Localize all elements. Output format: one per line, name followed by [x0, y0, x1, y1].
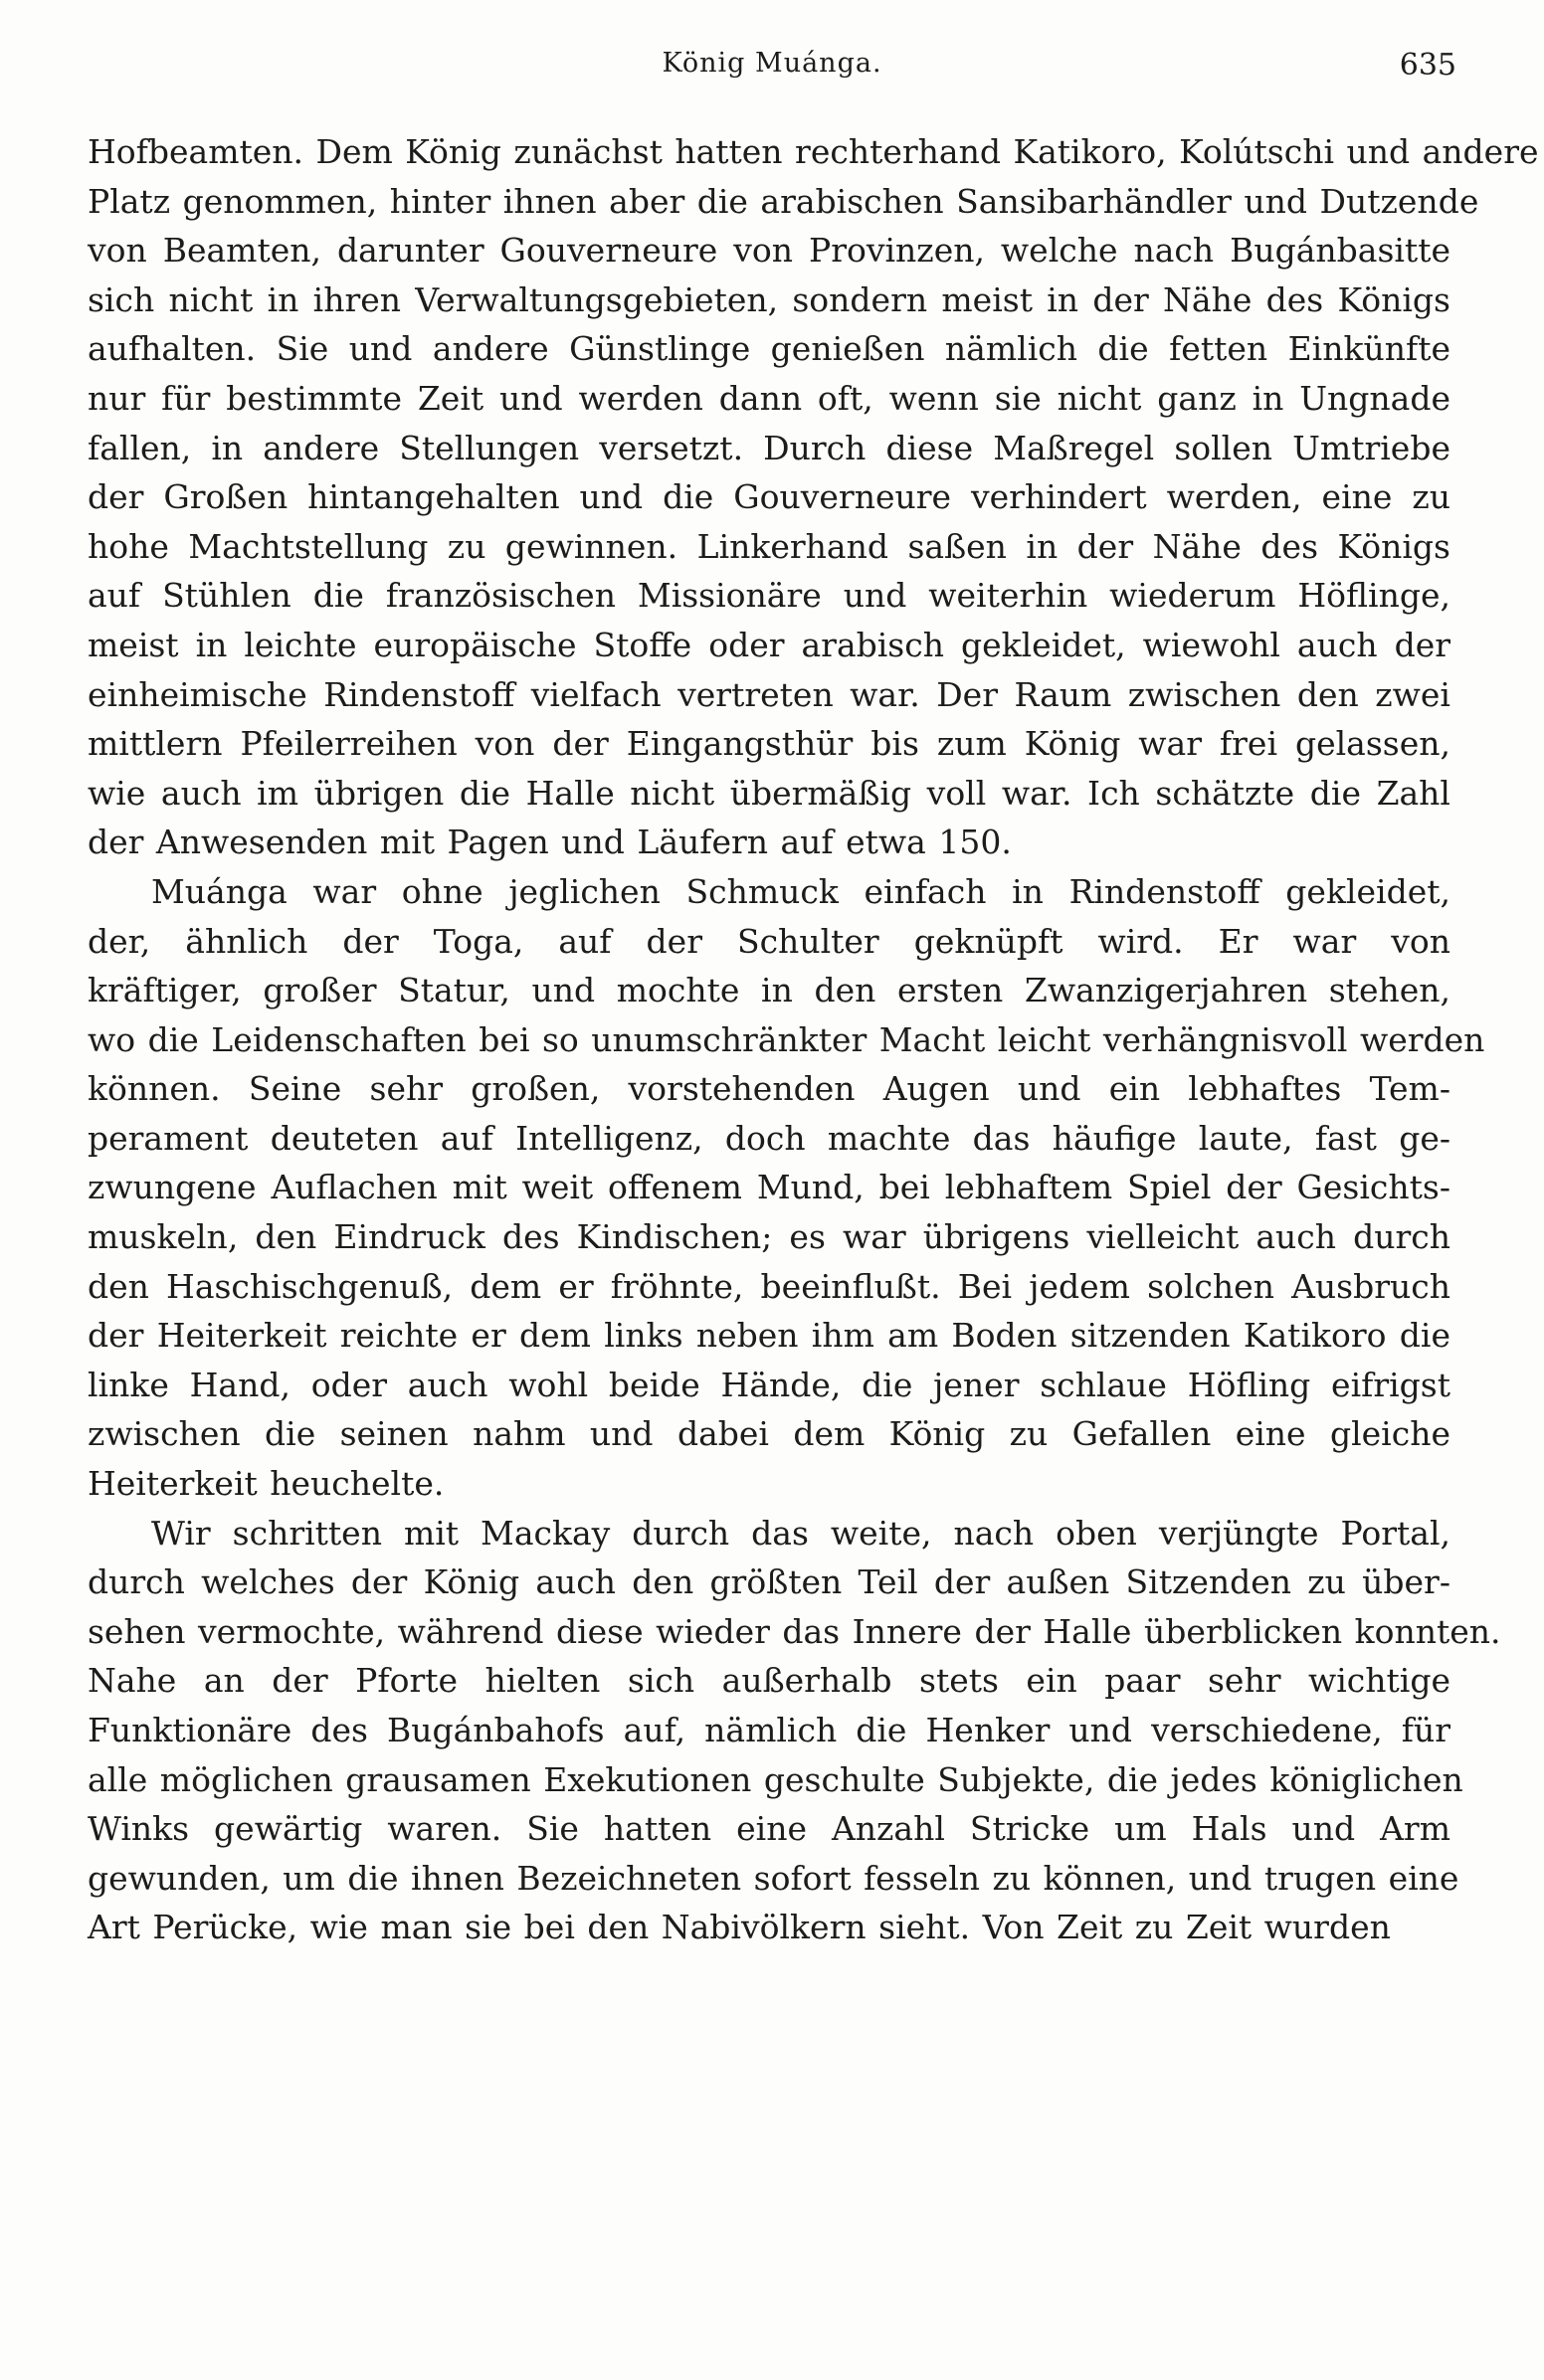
text-line: Nahe an der Pforte hielten sich außerhalb stets ein paar sehr wichtige: [88, 1661, 1450, 1701]
text-line: Funktionäre des Bugánbahofs auf, nämlich die Henker und verschiedene, für: [88, 1711, 1450, 1749]
text-line: Art Perücke, wie man sie bei den Nabivölkern sieht. Von Zeit zu Zeit wurden: [88, 1908, 1391, 1947]
text-line: der Anwesenden mit Pagen und Läufern auf etwa 150.: [88, 823, 1012, 862]
text-line: von Beamten, darunter Gouverneure von Provinzen, welche nach Bugánbasitte: [88, 231, 1450, 271]
text-line: der, ähnlich der Toga, auf der Schulter geknüpft wird. Er war von: [88, 921, 1450, 961]
text-line: kräftiger, großer Statur, und mochte in den ersten Zwanzigerjahren stehen,: [88, 971, 1450, 1010]
text-line: perament deuteten auf Intelligenz, doch machte das häufige laute, fast ge-: [88, 1118, 1450, 1158]
text-line: der Heiterkeit reichte er dem links neben ihm am Boden sitzenden Katikoro die: [88, 1316, 1450, 1356]
text-line: sich nicht in ihren Verwaltungsgebieten, sondern meist in der Nähe des Königs: [88, 279, 1450, 319]
paragraph: [88, 127, 1539, 867]
text-line: hohe Machtstellung zu gewinnen. Linkerhand saßen in der Nähe des Königs: [88, 526, 1450, 566]
text-line: wie auch im übrigen die Halle nicht übermäßig voll war. Ich schätzte die Zahl: [88, 773, 1450, 813]
text-line: den Haschischgenuß, dem er fröhnte, beeinflußt. Bei jedem solchen Ausbruch: [88, 1266, 1450, 1306]
text-line: einheimische Rindenstoff vielfach vertreten war. Der Raum zwischen den zwei: [88, 674, 1450, 714]
text-line: auf Stühlen die französischen Missionäre und weiterhin wiederum Höflinge,: [88, 576, 1450, 616]
text-line: aufhalten. Sie und andere Günstlinge genießen nämlich die fetten Einkünfte: [88, 329, 1450, 369]
text-line: linke Hand, oder auch wohl beide Hände, die jener schlaue Höfling eifrigst: [88, 1365, 1450, 1404]
text-line: zwungene Auflachen mit weit offenem Mund, bei lebhaftem Spiel der Gesichts-: [88, 1168, 1450, 1207]
body-text: [88, 127, 1539, 1952]
text-line: Muánga war ohne jeglichen Schmuck einfach in Rindenstoff gekleidet,: [151, 871, 1450, 911]
text-line: meist in leichte europäische Stoffe oder arabisch gekleidet, wiewohl auch der: [88, 625, 1450, 664]
text-line: Heiterkeit heuchelte.: [88, 1464, 445, 1504]
text-line: gewunden, um die ihnen Bezeichneten sofort fesseln zu können, und trugen eine: [88, 1858, 1459, 1898]
page-number: 635: [1399, 48, 1456, 83]
text-line: Wir schritten mit Mackay durch das weite, nach oben verjüngte Portal,: [151, 1513, 1450, 1553]
text-line: fallen, in andere Stellungen versetzt. Durch diese Maßregel sollen Umtriebe: [88, 428, 1450, 467]
text-line: sehen vermochte, während diese wieder das Innere der Halle überblicken konnten.: [88, 1611, 1501, 1651]
text-line: Winks gewärtig waren. Sie hatten eine Anzahl Stricke um Hals und Arm: [88, 1809, 1450, 1849]
paragraph: [88, 867, 1485, 1509]
text-line: Hofbeamten. Dem König zunächst hatten rechterhand Katikoro, Kolútschi und andere: [88, 132, 1539, 171]
paragraph: [88, 1509, 1501, 1952]
text-line: Platz genommen, hinter ihnen aber die arabischen Sansibarhändler und Dutzende: [88, 181, 1479, 221]
text-line: muskeln, den Eindruck des Kindischen; es war übrigens vielleicht auch durch: [88, 1217, 1450, 1257]
running-title: König Muánga.: [662, 48, 882, 79]
text-line: zwischen die seinen nahm und dabei dem König zu Gefallen eine gleiche: [88, 1414, 1450, 1454]
text-line: der Großen hintangehalten und die Gouverneure verhindert werden, eine zu: [88, 477, 1450, 517]
text-line: nur für bestimmte Zeit und werden dann oft, wenn sie nicht ganz in Ungnade: [88, 378, 1450, 418]
text-line: durch welches der König auch den größten Teil der außen Sitzenden zu über-: [88, 1562, 1450, 1602]
text-line: mittlern Pfeilerreihen von der Eingangsthür bis zum König war frei gelassen,: [88, 724, 1450, 764]
text-line: alle möglichen grausamen Exekutionen geschulte Subjekte, die jedes königlichen: [88, 1759, 1463, 1799]
text-line: können. Seine sehr großen, vorstehenden Augen und ein lebhaftes Tem-: [88, 1069, 1450, 1109]
page-header: [88, 48, 1456, 88]
text-line: wo die Leidenschaften bei so unumschränkter Macht leicht verhängnisvoll werden: [88, 1019, 1485, 1059]
